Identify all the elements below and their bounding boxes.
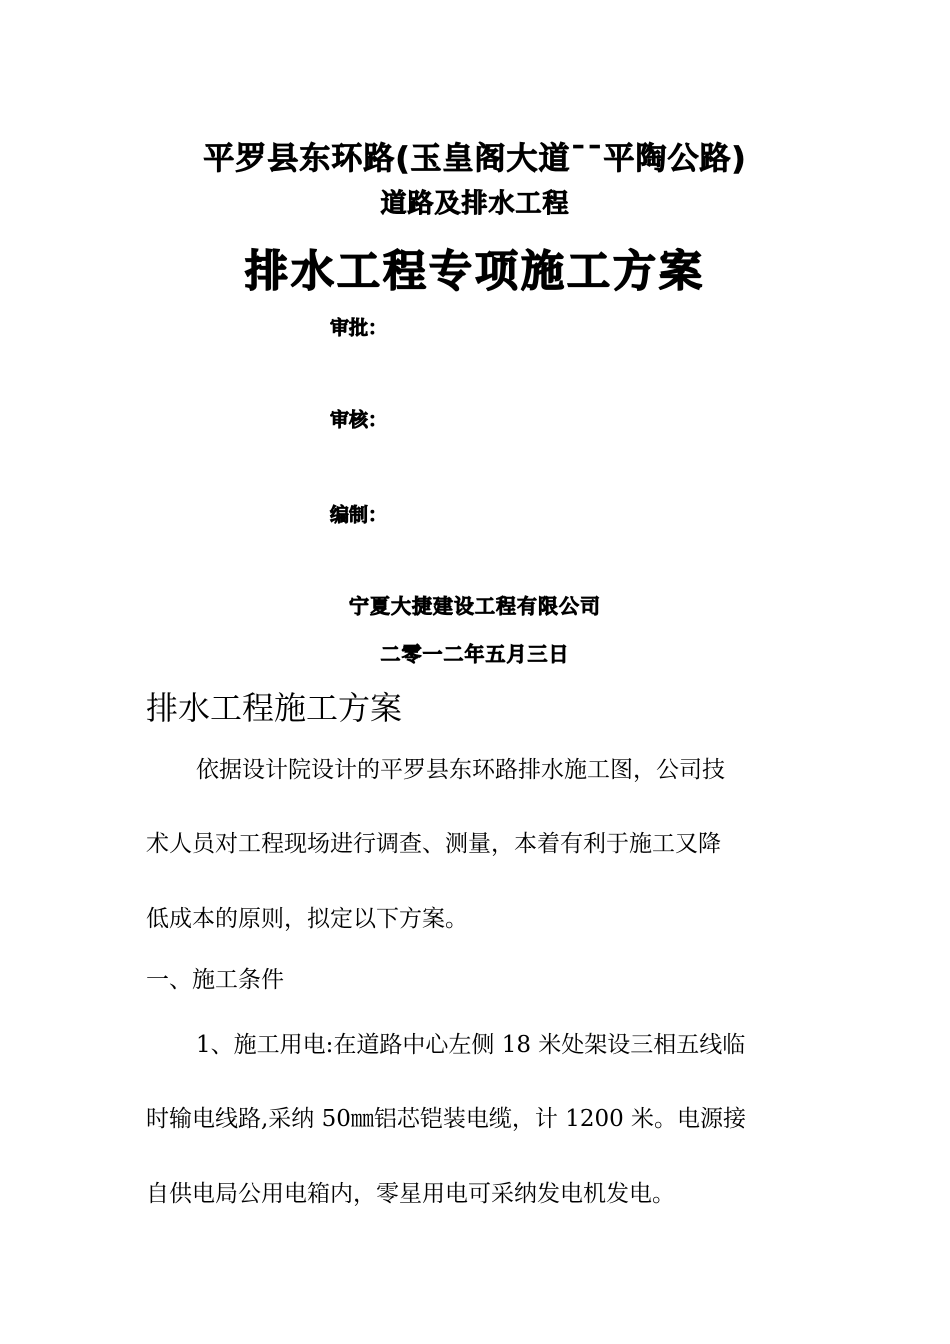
item1-line: 自供电局公用电箱内，零星用电可采纳发电机发电。 [146,1181,675,1207]
intro-line: 依据设计院设计的平罗县东环路排水施工图，公司技 [196,757,725,783]
review-label: 审核： [330,409,388,431]
cover-main-title: 排水工程专项施工方案 [245,247,705,297]
intro-line: 术人员对工程现场进行调查、测量，本着有利于施工又降 [146,831,721,857]
cover-date: 二零一二年五月三日 [380,642,570,666]
compile-label: 编制： [330,504,388,526]
heading-construction-conditions: 一、施工条件 [146,967,284,993]
item1-line: 1、施工用电:在道路中心左侧 18 米处架设三相五线临 [196,1032,746,1058]
cover-title-line2: 道路及排水工程 [380,189,570,219]
approve-label: 审批： [330,317,388,339]
section-title: 排水工程施工方案 [146,689,403,727]
intro-line: 低成本的原则，拟定以下方案。 [146,906,468,932]
item1-line: 时输电线路,采纳 50㎜铝芯铠装电缆，计 1200 米。电源接 [146,1106,747,1132]
cover-title-line1: 平罗县东环路(玉皇阁大道¯¯平陶公路) [203,141,747,177]
company-name: 宁夏大捷建设工程有限公司 [349,594,601,618]
